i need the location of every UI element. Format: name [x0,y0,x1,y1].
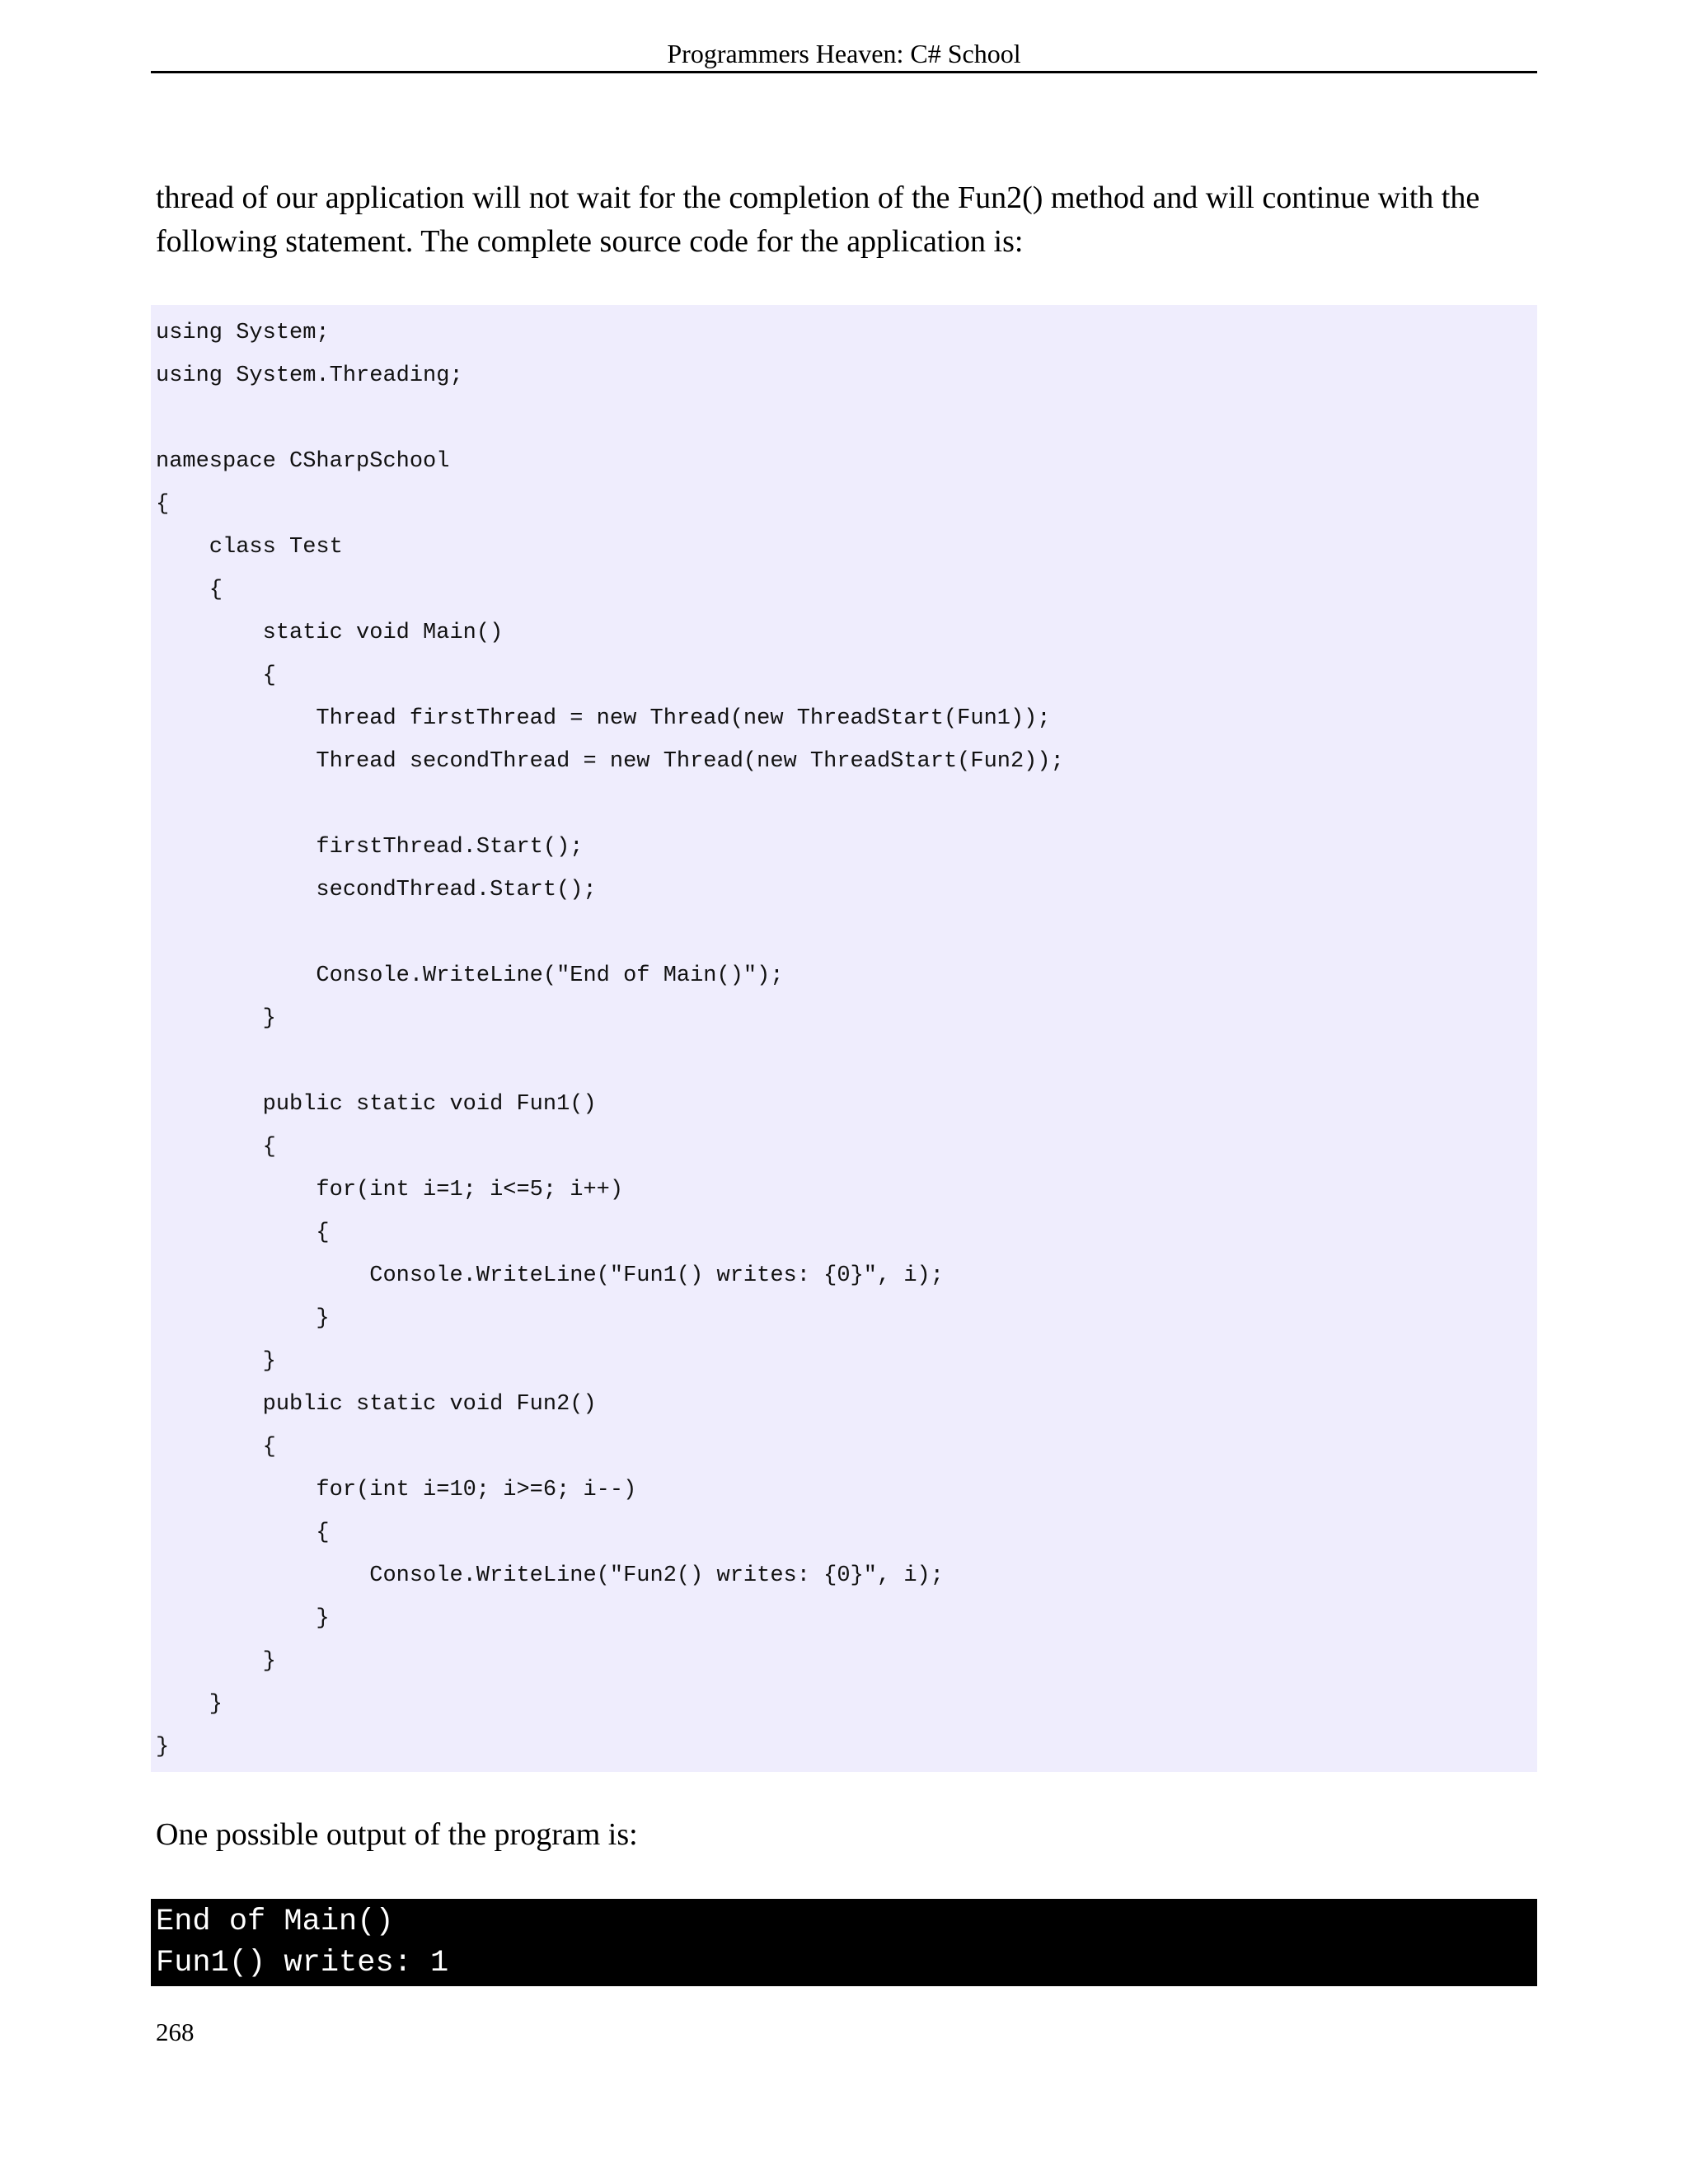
code-line: class Test [156,535,343,560]
code-line: { [156,578,223,602]
page-header: Programmers Heaven: C# School [151,36,1537,73]
code-line: secondThread.Start(); [156,878,597,902]
code-line: } [156,1735,170,1760]
code-line: public static void Fun2() [156,1392,597,1417]
console-line: Fun1() writes: 1 [156,1946,449,1980]
code-line: Console.WriteLine("End of Main()"); [156,963,784,988]
console-line: End of Main() [156,1905,394,1939]
code-line: { [156,492,170,517]
code-line: { [156,1135,276,1160]
code-line: } [156,1306,330,1331]
code-line: } [156,1649,276,1674]
code-line: Console.WriteLine("Fun2() writes: {0}", i); [156,1563,944,1588]
code-line: for(int i=10; i>=6; i--) [156,1478,637,1502]
code-line: using System; [156,321,330,345]
intro-line-2: following statement. The complete source code for the application is: [156,224,1024,259]
code-line: } [156,1349,276,1374]
page-number: 268 [156,2018,195,2046]
intro-paragraph [156,176,1540,264]
intro-line-1: thread of our application will not wait for the completion of the Fun2() method and will continue with the [156,180,1480,215]
code-line: public static void Fun1() [156,1092,597,1117]
code-line: Thread secondThread = new Thread(new ThreadStart(Fun2)); [156,749,1064,774]
code-line: Console.WriteLine("Fun1() writes: {0}", i); [156,1263,944,1288]
code-line: { [156,1221,330,1245]
console-output [151,1899,1537,1986]
code-line: firstThread.Start(); [156,835,584,860]
code-line: using System.Threading; [156,363,463,388]
code-line: static void Main() [156,621,504,645]
code-listing [151,305,1537,1772]
code-line: namespace CSharpSchool [156,449,450,474]
code-line: for(int i=1; i<=5; i++) [156,1178,624,1202]
code-line: { [156,663,276,688]
code-line: { [156,1435,276,1460]
code-line: Thread firstThread = new Thread(new ThreadStart(Fun1)); [156,706,1051,731]
code-line: } [156,1692,223,1717]
code-line: } [156,1006,276,1031]
output-label: One possible output of the program is: [156,1817,638,1852]
code-line: { [156,1521,330,1545]
code-line: } [156,1606,330,1631]
